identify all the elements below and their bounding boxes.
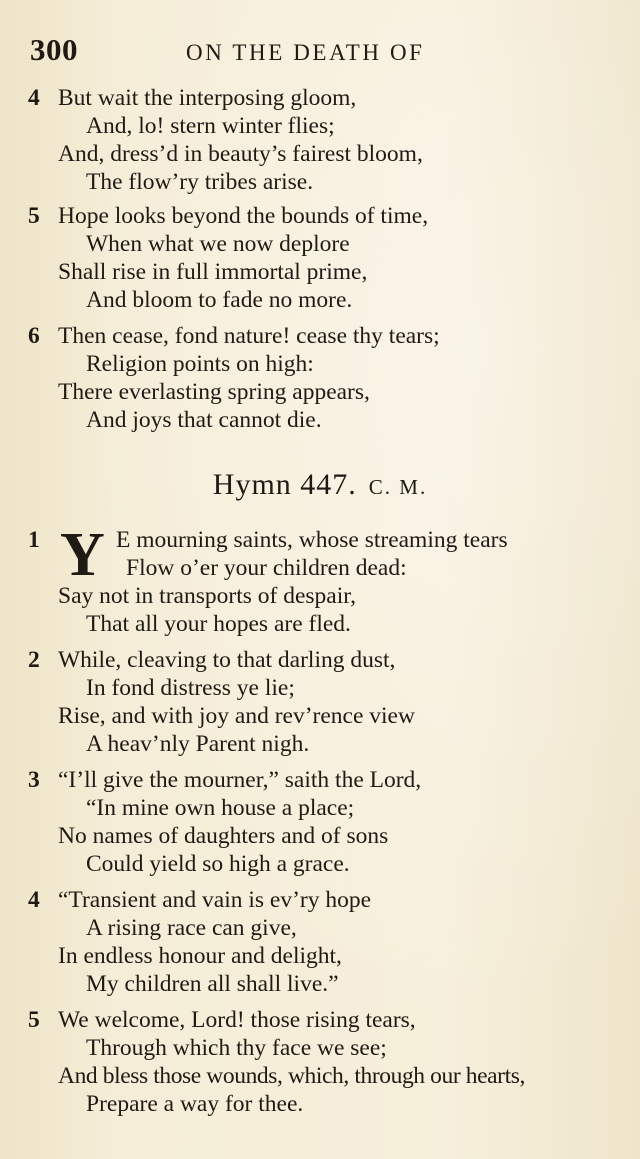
- stanza-number: 3: [28, 767, 40, 793]
- verse-line: Prepare a way for thee.: [86, 1091, 304, 1117]
- stanza-number: 5: [28, 203, 40, 229]
- stanza: [28, 1006, 618, 1118]
- verse-line: And, lo! stern winter flies;: [86, 113, 335, 139]
- verse-line: Shall rise in full immortal prime,: [58, 259, 368, 285]
- verse-line: In endless honour and delight,: [58, 943, 342, 969]
- hymn-meter: C. M.: [368, 475, 428, 499]
- hymn-number: Hymn 447.: [212, 468, 357, 501]
- verse-line: And joys that cannot die.: [86, 407, 322, 433]
- drop-cap: Y: [60, 521, 105, 589]
- verse-line: Hope looks beyond the bounds of time,: [58, 203, 429, 229]
- stanza: [28, 766, 618, 878]
- verse-line: Say not in transports of despair,: [58, 583, 356, 609]
- verse-line: “I’ll give the mourner,” saith the Lord,: [58, 767, 422, 793]
- stanza: [28, 646, 618, 758]
- stanza-number: 4: [28, 887, 40, 913]
- verse-line: And, dress’d in beauty’s fairest bloom,: [58, 141, 423, 167]
- verse-line: In fond distress ye lie;: [86, 675, 295, 701]
- page-number: 300: [30, 32, 78, 67]
- stanza: [28, 84, 618, 196]
- stanza-number: 1: [28, 527, 40, 553]
- stanza-number: 6: [28, 323, 40, 349]
- verse-line: And bless those wounds, which, through our hearts,: [58, 1063, 525, 1089]
- page-header: [30, 32, 610, 72]
- verse-line: Could yield so high a grace.: [86, 851, 350, 877]
- verse-line: A rising race can give,: [86, 915, 297, 941]
- stanza: [28, 521, 618, 638]
- stanza: [28, 886, 618, 998]
- verse-line: My children all shall live.”: [86, 971, 339, 997]
- verse-line: We welcome, Lord! those rising tears,: [58, 1007, 416, 1033]
- verse-line: While, cleaving to that darling dust,: [58, 647, 396, 673]
- verse-line: Flow o’er your children dead:: [126, 555, 407, 581]
- verse-line: And bloom to fade no more.: [86, 287, 353, 313]
- verse-line: There everlasting spring appears,: [58, 379, 370, 405]
- stanza-number: 4: [28, 85, 40, 111]
- stanza: [28, 202, 618, 314]
- verse-line: “In mine own house a place;: [86, 795, 355, 821]
- verse-line: “Transient and vain is ev’ry hope: [58, 887, 372, 913]
- verse-line: A heav’nly Parent nigh.: [86, 731, 310, 757]
- stanza-number: 5: [28, 1007, 40, 1033]
- verse-line: That all your hopes are fled.: [86, 611, 351, 637]
- verse-line: E mourning saints, whose streaming tears: [116, 527, 508, 553]
- running-head: ON THE DEATH OF: [186, 40, 425, 65]
- stanza: [28, 322, 618, 434]
- verse-line: Rise, and with joy and rev’rence view: [58, 703, 415, 729]
- verse-line: When what we now deplore: [86, 231, 350, 257]
- verse-line: But wait the interposing gloom,: [58, 85, 357, 111]
- verse-line: Religion points on high:: [86, 351, 314, 377]
- stanza-number: 2: [28, 647, 40, 673]
- verse-line: The flow’ry tribes arise.: [86, 169, 314, 195]
- verse-line: Through which thy face we see;: [86, 1035, 387, 1061]
- verse-line: Then cease, fond nature! cease thy tears;: [58, 323, 440, 349]
- verse-line: No names of daughters and of sons: [58, 823, 389, 849]
- hymn-title: [0, 468, 640, 502]
